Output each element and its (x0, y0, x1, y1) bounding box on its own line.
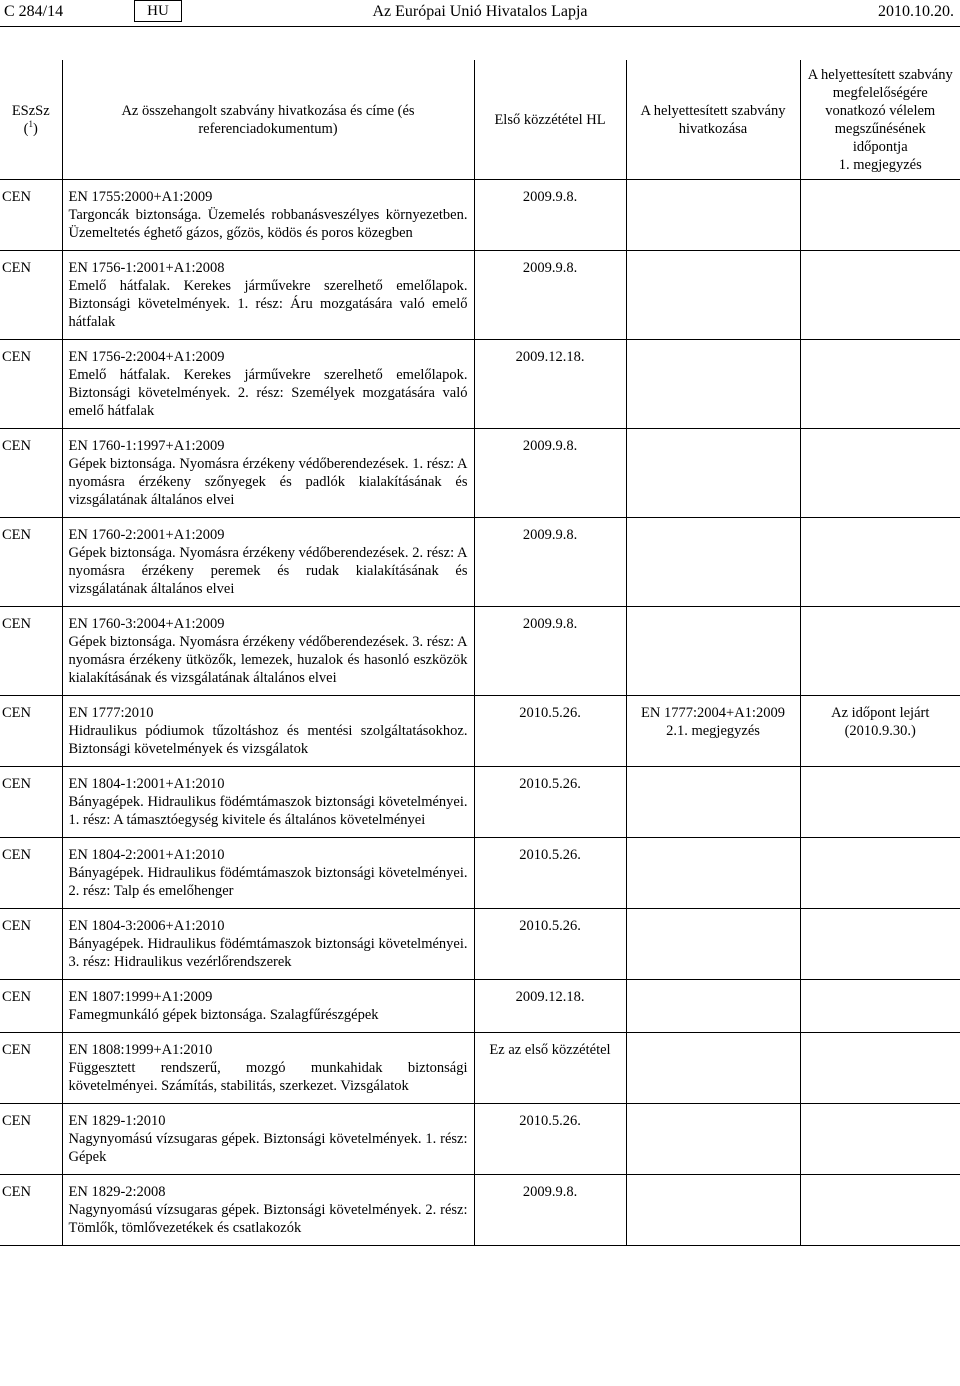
cessation-cell (800, 838, 960, 909)
page-header (0, 0, 960, 26)
standard-title: Gépek biztonsága. Nyomásra érzékeny védőberendezések. 2. rész: A nyomásra érzékeny peremek és rudak kialakításának és vizsgálatának általános elvei (68, 545, 468, 597)
superseded-cell (626, 518, 800, 607)
cessation-cell (800, 180, 960, 251)
superseded-cell (626, 1104, 800, 1175)
superseded-cell (626, 251, 800, 340)
eszsz-cell: CEN (0, 180, 62, 251)
standard-title: Gépek biztonsága. Nyomásra érzékeny védőberendezések. 1. rész: A nyomásra érzékeny szőnyegek és padlók kialakításának és vizsgálatának általános elvei (68, 456, 468, 508)
standard-cell (62, 980, 474, 1033)
first-publication-cell: 2010.5.26. (474, 696, 626, 767)
standard-title: Gépek biztonsága. Nyomásra érzékeny védőberendezések. 3. rész: A nyomásra érzékeny ütközők, lemezek, huzalok és hasonló eszközök kialakításának és vizsgálatának általános elvei (68, 634, 468, 686)
standard-title: Nagynyomású vízsugaras gépek. Biztonsági követelmények. 2. rész: Tömlők, tömlővezetékek és csatlakozók (68, 1202, 468, 1236)
standard-title: Famegmunkáló gépek biztonsága. Szalagfűrészgépek (68, 1007, 379, 1023)
superseded-cell (626, 607, 800, 696)
standard-title: Hidraulikus pódiumok tűzoltáshoz és mentési szolgáltatásokhoz. Biztonsági követelmények és vizsgálatok (68, 723, 468, 757)
standard-reference: EN 1804-2:2001+A1:2010 (68, 847, 225, 863)
eszsz-cell: CEN (0, 251, 62, 340)
standard-cell (62, 251, 474, 340)
cessation-cell (800, 340, 960, 429)
cessation-cell (800, 1175, 960, 1246)
superseded-cell (626, 838, 800, 909)
language-badge: HU (134, 0, 182, 22)
superseded-cell (626, 1033, 800, 1104)
table-row (0, 251, 960, 340)
cessation-cell (800, 909, 960, 980)
standard-reference: EN 1760-3:2004+A1:2009 (68, 616, 225, 632)
table-row (0, 518, 960, 607)
table-row (0, 1104, 960, 1175)
table-row (0, 1033, 960, 1104)
standard-cell (62, 767, 474, 838)
eszsz-cell: CEN (0, 607, 62, 696)
standard-reference: EN 1808:1999+A1:2010 (68, 1042, 213, 1058)
standard-cell (62, 607, 474, 696)
table-row (0, 340, 960, 429)
header-first-publication: Első közzététel HL (474, 60, 626, 180)
first-publication-cell: 2009.9.8. (474, 607, 626, 696)
standard-title: Emelő hátfalak. Kerekes járművekre szerelhető emelőlapok. Biztonsági követelmények. 1. rész: Áru mozgatására való emelő hátfalak (68, 278, 468, 330)
table-row (0, 180, 960, 251)
header-superseded: A helyettesített szabvány hivatkozása (626, 60, 800, 180)
cessation-cell (800, 518, 960, 607)
eszsz-cell: CEN (0, 1033, 62, 1104)
standard-reference: EN 1777:2010 (68, 705, 154, 721)
header-title: Az összehangolt szabvány hivatkozása és címe (és referenciadokumentum) (62, 60, 474, 180)
eszsz-cell: CEN (0, 518, 62, 607)
standard-cell (62, 518, 474, 607)
table-body (0, 180, 960, 1246)
standard-reference: EN 1756-1:2001+A1:2008 (68, 260, 225, 276)
table-row (0, 767, 960, 838)
superseded-cell (626, 909, 800, 980)
table-row (0, 980, 960, 1033)
standard-cell (62, 429, 474, 518)
standard-reference: EN 1829-1:2010 (68, 1113, 166, 1129)
standard-reference: EN 1760-1:1997+A1:2009 (68, 438, 225, 454)
standard-reference: EN 1760-2:2001+A1:2009 (68, 527, 225, 543)
standard-cell (62, 1175, 474, 1246)
first-publication-cell: 2009.12.18. (474, 340, 626, 429)
standard-title: Bányagépek. Hidraulikus födémtámaszok biztonsági követelményei. 2. rész: Talp és emelőhenger (68, 865, 468, 899)
standard-title: Targoncák biztonsága. Üzemelés robbanásveszélyes környezetben. Üzemeltetés éghető gázos, gőzös, ködös és poros közegben (68, 207, 468, 241)
cessation-cell (800, 696, 960, 767)
standard-title: Emelő hátfalak. Kerekes járművekre szerelhető emelőlapok. Biztonsági követelmények. 2. rész: Személyek mozgatására való emelő hátfalak (68, 367, 468, 419)
first-publication-cell: 2010.5.26. (474, 838, 626, 909)
table-row (0, 838, 960, 909)
standard-reference: EN 1756-2:2004+A1:2009 (68, 349, 225, 365)
cessation-note: (2010.9.30.) (844, 723, 916, 739)
cessation-cell (800, 1033, 960, 1104)
standard-cell (62, 838, 474, 909)
cessation-cell (800, 767, 960, 838)
superseded-cell (626, 429, 800, 518)
first-publication-cell: 2010.5.26. (474, 1104, 626, 1175)
first-publication-cell: 2009.9.8. (474, 251, 626, 340)
superseded-cell (626, 180, 800, 251)
standard-reference: EN 1755:2000+A1:2009 (68, 189, 213, 205)
eszsz-cell: CEN (0, 838, 62, 909)
eszsz-cell: CEN (0, 1175, 62, 1246)
standard-title: Függesztett rendszerű, mozgó munkahidak biztonsági követelményei. Számítás, stabilitás, szerkezet. Vizsgálatok (68, 1060, 468, 1094)
standard-title: Nagynyomású vízsugaras gépek. Biztonsági követelmények. 1. rész: Gépek (68, 1131, 468, 1165)
table-row (0, 607, 960, 696)
cessation-cell (800, 980, 960, 1033)
header-eszsz: ESzSz ($^1$) (0, 60, 62, 180)
first-publication-cell: 2009.9.8. (474, 180, 626, 251)
cessation-cell (800, 1104, 960, 1175)
cessation-cell (800, 429, 960, 518)
superseded-note: 2.1. megjegyzés (666, 723, 760, 739)
standard-cell (62, 180, 474, 251)
superseded-cell (626, 980, 800, 1033)
superseded-cell (626, 1175, 800, 1246)
superseded-cell (626, 696, 800, 767)
standard-cell (62, 1104, 474, 1175)
eszsz-cell: CEN (0, 696, 62, 767)
table-row (0, 696, 960, 767)
eszsz-cell: CEN (0, 767, 62, 838)
eszsz-cell: CEN (0, 340, 62, 429)
eszsz-cell: CEN (0, 909, 62, 980)
standard-reference: EN 1829-2:2008 (68, 1184, 166, 1200)
header-rule (0, 26, 960, 27)
superseded-reference: EN 1777:2004+A1:2009 (641, 705, 785, 721)
first-publication-cell: 2010.5.26. (474, 767, 626, 838)
standard-cell (62, 696, 474, 767)
standard-cell (62, 340, 474, 429)
cessation-cell (800, 251, 960, 340)
eszsz-cell: CEN (0, 1104, 62, 1175)
journal-title: Az Európai Unió Hivatalos Lapja (372, 3, 588, 20)
oj-reference: C 284/14 (4, 3, 64, 20)
standard-reference: EN 1804-3:2006+A1:2010 (68, 918, 225, 934)
standard-title: Bányagépek. Hidraulikus födémtámaszok biztonsági követelményei. 3. rész: Hidraulikus vezérlőrendszerek (68, 936, 468, 970)
eszsz-cell: CEN (0, 429, 62, 518)
header-cessation: A helyettesített szabvány megfelelőségére vonatkozó vélelem megszűnésének időpontja 1. megjegyzés (800, 60, 960, 180)
standard-title: Bányagépek. Hidraulikus födémtámaszok biztonsági követelményei. 1. rész: A támasztóegység kivitele és általános követelményei (68, 794, 468, 828)
superseded-cell (626, 340, 800, 429)
first-publication-cell: Ez az első közzététel (474, 1033, 626, 1104)
standard-cell (62, 909, 474, 980)
cessation-date: Az időpont lejárt (831, 705, 930, 721)
cessation-cell (800, 607, 960, 696)
standard-reference: EN 1807:1999+A1:2009 (68, 989, 213, 1005)
first-publication-cell: 2009.9.8. (474, 518, 626, 607)
table-header-row (0, 60, 960, 180)
table-row (0, 909, 960, 980)
first-publication-cell: 2009.12.18. (474, 980, 626, 1033)
table-row (0, 429, 960, 518)
standard-reference: EN 1804-1:2001+A1:2010 (68, 776, 225, 792)
superseded-cell (626, 767, 800, 838)
eszsz-cell: CEN (0, 980, 62, 1033)
standards-table (0, 60, 960, 1246)
table-row (0, 1175, 960, 1246)
first-publication-cell: 2010.5.26. (474, 909, 626, 980)
standard-cell (62, 1033, 474, 1104)
first-publication-cell: 2009.9.8. (474, 1175, 626, 1246)
first-publication-cell: 2009.9.8. (474, 429, 626, 518)
publication-date: 2010.10.20. (878, 3, 954, 20)
